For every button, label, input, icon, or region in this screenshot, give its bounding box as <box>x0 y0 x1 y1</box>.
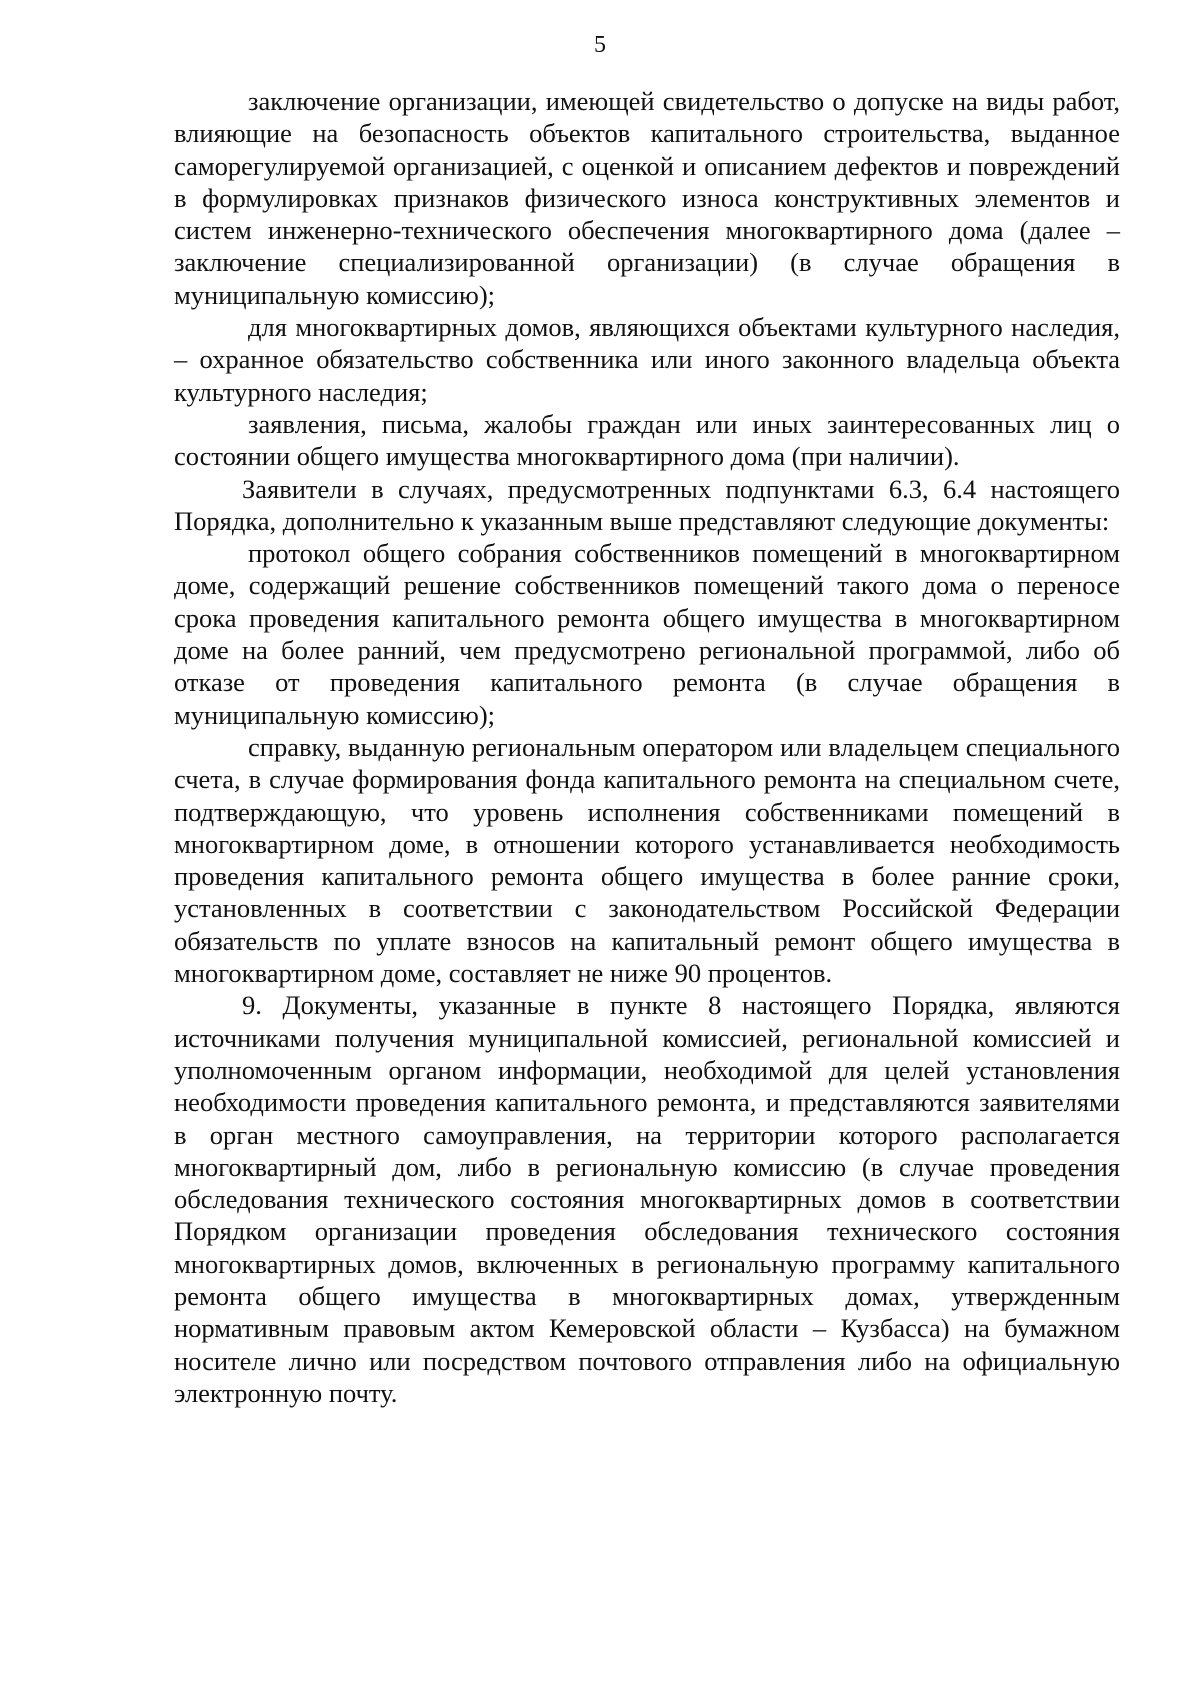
paragraph-citizen-complaints: заявления, письма, жалобы граждан или иных заинтересованных лиц о состоянии общего имущества многоквартирного дома (при наличии). <box>174 408 1120 472</box>
document-body <box>174 85 1120 1409</box>
paragraph-cultural-heritage: для многоквартирных домов, являющихся объектами культурного наследия, – охранное обязательство собственника или иного законного владельца объекта культурного наследия; <box>174 312 1120 407</box>
paragraph-owners-meeting-protocol: протокол общего собрания собственников помещений в многоквартирном доме, содержащий решение собственников помещений такого дома о переносе срока проведения капитального ремонта общего имущества в многоквартирном доме на более ранний, чем предусмотрено региональной программой, либо об отказе от проведения капитального ремонта (в случае обращения в муниципальную комиссию); <box>174 538 1120 730</box>
paragraph-applicants-additional-documents: Заявители в случаях, предусмотренных подпунктами 6.3, 6.4 настоящего Порядка, дополнительно к указанным выше представляют следующие документы: <box>174 473 1120 536</box>
paragraph-specialized-conclusion: заключение организации, имеющей свидетельство о допуске на виды работ, влияющие на безопасность объектов капитального строительства, выданное саморегулируемой организацией, с оценкой и описанием дефектов и повреждений в формулировках признаков физического износа конструктивных элементов и систем инженерно-технического обеспечения многоквартирного дома (далее – заключение специализированной организации) (в случае обращения в муниципальную комиссию); <box>174 86 1120 310</box>
paragraph-item-9: 9. Документы, указанные в пункте 8 настоящего Порядка, являются источниками получения муниципальной комиссией, региональной комиссией и уполномоченным органом информации, необходимой для целей установления необходимости проведения капитального ремонта, и представляются заявителями в орган местного самоуправления, на территории которого располагается многоквартирный дом, либо в региональную комиссию (в случае проведения обследования технического состояния многоквартирных домов в соответствии Порядком организации проведения обследования технического состояния многоквартирных домов, включенных в региональную программу капитального ремонта общего имущества в многоквартирных домах, утвержденным нормативным правовым актом Кемеровской области – Кузбасса) на бумажном носителе лично или посредством почтового отправления либо на официальную электронную почту. <box>174 990 1120 1408</box>
paragraph-operator-certificate: справку, выданную региональным оператором или владельцем специального счета, в случае формирования фонда капитального ремонта на специальном счете, подтверждающую, что уровень исполнения собственниками помещений в многоквартирном доме, в отношении которого устанавливается необходимость проведения капитального ремонта общего имущества в более ранние сроки, установленных в соответствии с законодательством Российской Федерации обязательств по уплате взносов на капитальный ремонт общего имущества в многоквартирном доме, составляет не ниже 90 процентов. <box>174 731 1120 989</box>
page-number: 5 <box>594 32 606 58</box>
